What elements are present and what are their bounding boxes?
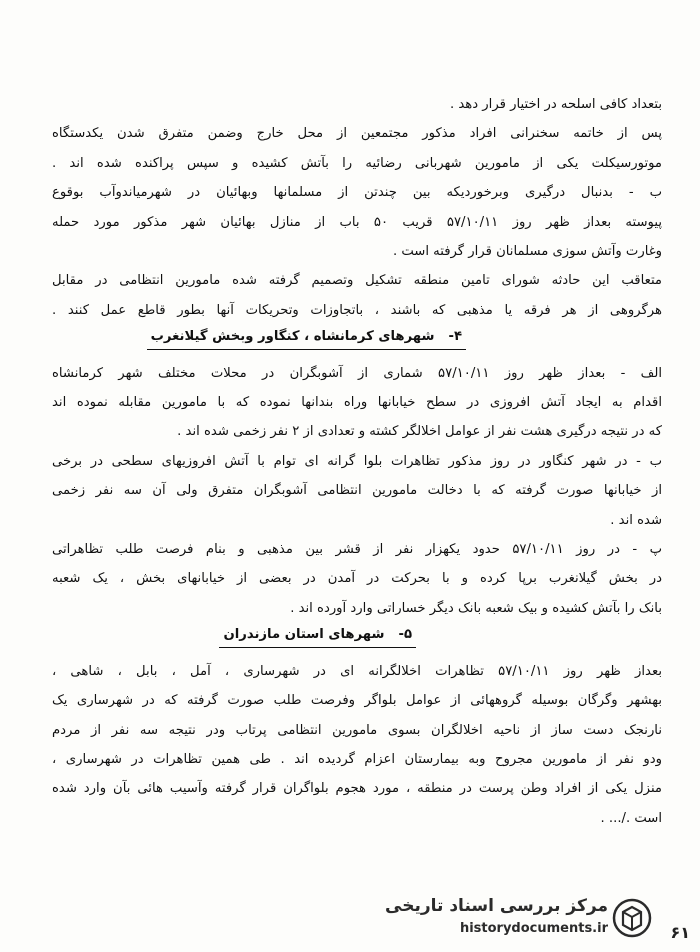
text-line: در بخش گیلانغرب برپا کرده و با بحرکت در آمدن در بعضی از خیابانهای بخش ، یک شعبه [52, 571, 662, 587]
text-line: از خیابانها صورت گرفته که با دخالت مامورین انتظامی آشوبگران متفرق ولی آن سه نفر زخمی [52, 483, 662, 499]
watermark-title: مرکز بررسی اسناد تاریخی [385, 896, 608, 916]
text-line: هرگروهی از هر فرقه یا مذهبی که باشند ، باتجاوزات وتحریکات آنها بطور قاطع عمل کنند . [52, 302, 662, 318]
text-line: پ - در روز ۵۷/۱۰/۱۱ حدود یکهزار نفر از قشر بین مذهبی و بنام فرصت طلب تظاهراتی [52, 542, 662, 558]
text-line: اقدام به ایجاد آتش افروزی در سطح خیابانها وراه بندانها نموده که با مامورین مقابله نموده اند [52, 395, 662, 411]
text-line: بعداز ظهر روز ۵۷/۱۰/۱۱ تظاهرات اخلالگرانه ای در شهرساری ، آمل ، بابل ، شاهی ، [52, 663, 662, 679]
section-title: شهرهای کرمانشاه ، کنگاور وبخش گیلانغرب [150, 329, 435, 345]
text-line: منزل یکی از افراد وطن پرست در منطقه ، مورد هجوم بلواگران قرار گرفته وآسیب هائی بآن وارد شده [52, 781, 662, 797]
section-number: ۴- [448, 329, 462, 345]
text-line: پیوسته بعداز ظهر روز ۵۷/۱۰/۱۱ قریب ۵۰ باب از منازل بهائیان شهر مذکور مورد حمله [52, 214, 662, 230]
section-heading-5 [219, 623, 416, 648]
text-line: پس از خاتمه سخنرانی افراد مذکور مجتمعین از محل خارج وضمن متفرق شدن یکدستگاه [52, 126, 662, 142]
section-heading-row [52, 325, 662, 354]
section-heading-4 [147, 325, 466, 350]
text-line: ب - بدنبال درگیری وبرخوردیکه بین چندتن از مسلمانها وبهائیان در شهرمیاندوآب بوقوع [52, 185, 662, 201]
text-line: که در نتیجه درگیری هشت نفر از عوامل اخلالگر کشته و تعدادی از ۲ نفر زخمی شده اند . [177, 424, 662, 440]
text-line: بتعداد کافی اسلحه در اختیار قرار دهد . [449, 97, 662, 112]
page-number: ۶۱ [670, 923, 690, 942]
watermark-url: historydocuments.ir [459, 921, 608, 936]
text-line: متعاقب این حادثه شورای تامین منطقه تشکیل وتصمیم گرفته شده مامورین انتظامی در مقابل [52, 273, 662, 289]
text-line: است ./... . [600, 810, 662, 826]
text-line: شده اند . [610, 512, 662, 528]
text-line: بانک را بآتش کشیده و بیک شعبه بانک دیگر خساراتی وارد آورده اند . [290, 600, 662, 616]
section-heading-row [52, 623, 662, 652]
watermark [385, 894, 652, 944]
document-body [52, 90, 662, 833]
text-line: ب - در شهر کنگاور در روز مذکور تظاهرات بلوا گرانه ای توام با آتش افروزیهای سطحی در برخی [52, 453, 662, 469]
text-line: بهشهر وگرگان بوسیله گروههائی از عوامل بلواگر وفرصت طلب صورت گرفته که در شهرساری یک [52, 693, 662, 709]
text-line: وغارت وآتش سوزی مسلمانان قرار گرفته است . [392, 244, 662, 260]
text-line: ودو نفر از مامورین مجروح وبه بیمارستان اعزام گردیده اند . طی همین تظاهرات در شهرساری ، [52, 751, 662, 767]
section-title: شهرهای استان مازندران [223, 627, 385, 643]
text-line: الف - بعداز ظهر روز ۵۷/۱۰/۱۱ شماری از آشوبگران در محلات مختلف شهر کرمانشاه [52, 365, 662, 381]
section-number: ۵- [398, 627, 412, 643]
text-line: نارنجک دست ساز از ناحیه اخلالگران بسوی مامورین انتظامی پرتاب ودر نتیجه سه نفر از مردم [52, 722, 662, 738]
text-line: موتورسیکلت یکی از مامورین شهربانی رضائیه را بآتش کشیده و سپس پراکنده شده اند . [52, 155, 662, 171]
archive-seal-icon [612, 898, 652, 938]
